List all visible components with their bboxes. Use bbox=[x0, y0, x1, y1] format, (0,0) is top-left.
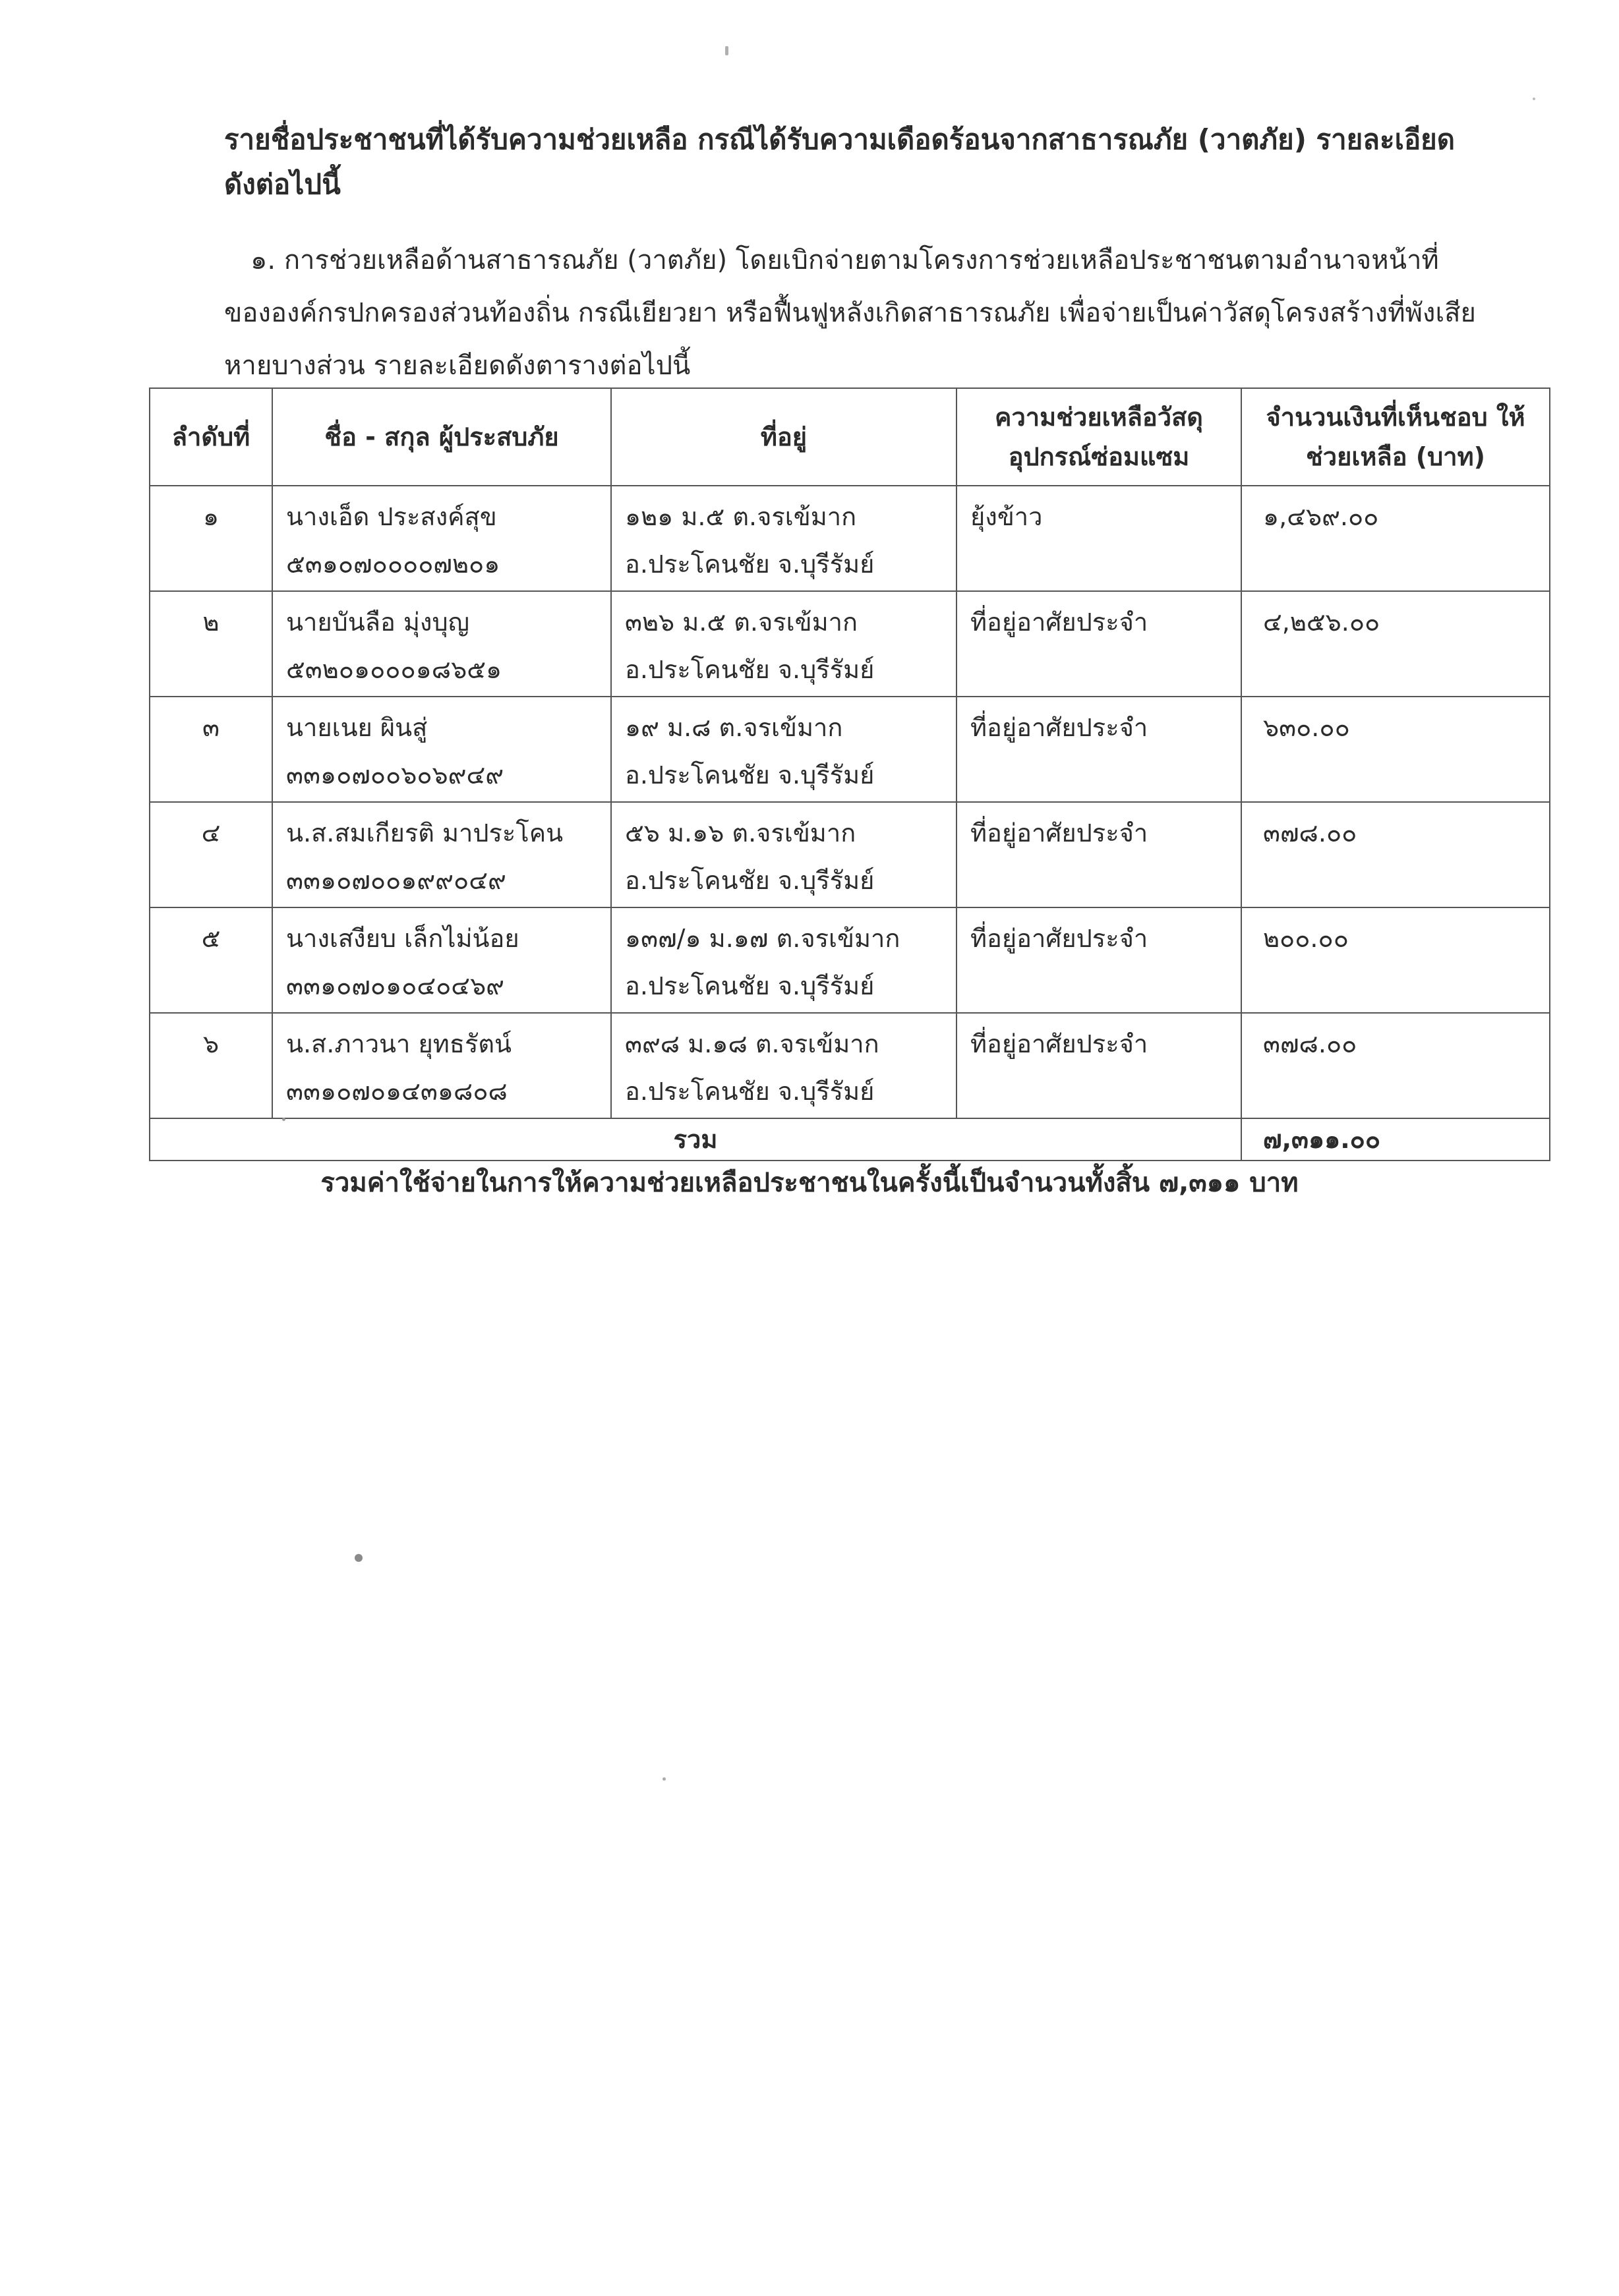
row-amount: ๒๐๐.๐๐ bbox=[1241, 907, 1550, 1013]
row-address-cell bbox=[611, 591, 957, 697]
header-name-line2: ผู้ประสบภัย bbox=[438, 422, 559, 451]
row-aid: ที่อยู่อาศัยประจำ bbox=[957, 697, 1241, 802]
section-1-text: ๑. การช่วยเหลือด้านสาธารณภัย (วาตภัย) โดยเบิกจ่ายตามโครงการช่วยเหลือประชาชนตามอำนาจหน้าที่ขององค์กรปกครองส่วนท้องถิ่น กรณีเยียวยา หรือฟื้นฟูหลังเกิดสาธารณภัย เพื่อจ่ายเป็นค่าวัสดุโครงสร้างที่พังเสียหายบางส่วน รายละเอียดดังตารางต่อไปนี้ bbox=[224, 245, 1476, 381]
scan-speck bbox=[1533, 98, 1535, 100]
row-address-line2: อ.ประโคนชัย จ.บุรีรัมย์ bbox=[625, 655, 875, 684]
row-no: ๔ bbox=[150, 802, 272, 907]
row-address-line2: อ.ประโคนชัย จ.บุรีรัมย์ bbox=[625, 761, 875, 789]
row-id-number: ๓๓๑๐๗๐๐๖๐๖๙๔๙ bbox=[286, 761, 504, 789]
table-row bbox=[150, 486, 1550, 591]
row-address-cell bbox=[611, 802, 957, 907]
header-amount-line2: ให้ช่วยเหลือ (บาท) bbox=[1305, 403, 1525, 471]
row-name: นางเสงียบ เล็กไม่น้อย bbox=[286, 924, 519, 953]
row-name: น.ส.สมเกียรติ มาประโคน bbox=[286, 818, 564, 847]
row-name-cell bbox=[272, 1013, 611, 1118]
row-name-cell bbox=[272, 486, 611, 591]
table-row bbox=[150, 591, 1550, 697]
row-address-line1: ๓๙๘ ม.๑๘ ต.จรเข้มาก bbox=[625, 1029, 879, 1058]
document-title: รายชื่อประชาชนที่ได้รับความช่วยเหลือ กรณีได้รับความเดือดร้อนจากสาธารณภัย (วาตภัย) รายละเอียดดังต่อไปนี้ bbox=[224, 123, 1456, 200]
row-address-line2: อ.ประโคนชัย จ.บุรีรัมย์ bbox=[625, 971, 875, 1000]
header-name-line1: ชื่อ - สกุล bbox=[324, 422, 430, 451]
row-amount: ๓๗๘.๐๐ bbox=[1241, 802, 1550, 907]
row-address-cell bbox=[611, 907, 957, 1013]
row-address-line1: ๑๓๗/๑ ม.๑๗ ต.จรเข้มาก bbox=[625, 924, 900, 953]
row-no: ๓ bbox=[150, 697, 272, 802]
table-row bbox=[150, 907, 1550, 1013]
table-total-row bbox=[150, 1118, 1550, 1161]
row-address-line2: อ.ประโคนชัย จ.บุรีรัมย์ bbox=[625, 1077, 875, 1106]
row-no: ๕ bbox=[150, 907, 272, 1013]
row-name-cell bbox=[272, 591, 611, 697]
row-amount: ๖๓๐.๐๐ bbox=[1241, 697, 1550, 802]
row-address-cell bbox=[611, 697, 957, 802]
total-amount: ๗,๓๑๑.๐๐ bbox=[1241, 1118, 1550, 1161]
row-name-cell bbox=[272, 907, 611, 1013]
row-address-line1: ๕๖ ม.๑๖ ต.จรเข้มาก bbox=[625, 818, 856, 847]
row-aid: ที่อยู่อาศัยประจำ bbox=[957, 591, 1241, 697]
header-aid-line1: ความช่วยเหลือวัสดุ bbox=[995, 403, 1203, 432]
header-address: ที่อยู่ bbox=[611, 388, 957, 486]
scan-speck bbox=[725, 46, 728, 55]
row-name: นางเอ็ด ประสงค์สุข bbox=[286, 502, 497, 531]
row-id-number: ๕๓๒๐๑๐๐๐๑๘๖๕๑ bbox=[286, 655, 502, 684]
row-address-line2: อ.ประโคนชัย จ.บุรีรัมย์ bbox=[625, 550, 875, 579]
row-address-line1: ๑๒๑ ม.๕ ต.จรเข้มาก bbox=[625, 502, 857, 531]
row-name-cell bbox=[272, 697, 611, 802]
table-header-row bbox=[150, 388, 1550, 486]
row-aid: ที่อยู่อาศัยประจำ bbox=[957, 802, 1241, 907]
aid-recipients-table bbox=[149, 387, 1550, 1161]
row-amount: ๔,๒๕๖.๐๐ bbox=[1241, 591, 1550, 697]
row-amount: ๓๗๘.๐๐ bbox=[1241, 1013, 1550, 1118]
row-name: นายเนย ผินสู่ bbox=[286, 713, 428, 742]
section-1-paragraph bbox=[224, 234, 1483, 392]
row-no: ๑ bbox=[150, 486, 272, 591]
row-id-number: ๓๓๑๐๗๐๑๔๓๑๘๐๘ bbox=[286, 1077, 508, 1106]
row-id-number: ๕๓๑๐๗๐๐๐๐๗๒๐๑ bbox=[286, 550, 500, 579]
row-aid: ยุ้งข้าว bbox=[957, 486, 1241, 591]
table-row bbox=[150, 1013, 1550, 1118]
row-address-cell bbox=[611, 486, 957, 591]
summary-line: รวมค่าใช้จ่ายในการให้ความช่วยเหลือประชาชนในครั้งนี้เป็นจำนวนทั้งสิ้น ๗,๓๑๑ บาท bbox=[320, 1168, 1299, 1198]
row-amount: ๑,๔๖๙.๐๐ bbox=[1241, 486, 1550, 591]
row-no: ๖ bbox=[150, 1013, 272, 1118]
scan-speck bbox=[282, 1118, 285, 1121]
row-aid: ที่อยู่อาศัยประจำ bbox=[957, 1013, 1241, 1118]
row-address-line2: อ.ประโคนชัย จ.บุรีรัมย์ bbox=[625, 866, 875, 895]
row-no: ๒ bbox=[150, 591, 272, 697]
row-address-line1: ๓๒๖ ม.๕ ต.จรเข้มาก bbox=[625, 608, 858, 637]
row-aid: ที่อยู่อาศัยประจำ bbox=[957, 907, 1241, 1013]
header-aid-line2: อุปกรณ์ซ่อมแซม bbox=[1008, 442, 1190, 471]
header-aid bbox=[957, 388, 1241, 486]
header-name bbox=[272, 388, 611, 486]
scan-speck bbox=[662, 1777, 666, 1781]
header-no: ลำดับที่ bbox=[150, 388, 272, 486]
row-name: น.ส.ภาวนา ยุทธรัตน์ bbox=[286, 1029, 512, 1058]
row-address-line1: ๑๙ ม.๘ ต.จรเข้มาก bbox=[625, 713, 843, 742]
row-name-cell bbox=[272, 802, 611, 907]
row-name: นายบันลือ มุ่งบุญ bbox=[286, 608, 469, 637]
row-id-number: ๓๓๑๐๗๐๑๐๔๐๔๖๙ bbox=[286, 971, 505, 1000]
row-id-number: ๓๓๑๐๗๐๐๑๙๙๐๔๙ bbox=[286, 866, 506, 895]
scan-speck bbox=[355, 1554, 363, 1562]
total-label: รวม bbox=[150, 1118, 1241, 1161]
header-amount bbox=[1241, 388, 1550, 486]
row-address-cell bbox=[611, 1013, 957, 1118]
table-row bbox=[150, 697, 1550, 802]
header-amount-line1: จำนวนเงินที่เห็นชอบ bbox=[1266, 403, 1488, 432]
table-row bbox=[150, 802, 1550, 907]
